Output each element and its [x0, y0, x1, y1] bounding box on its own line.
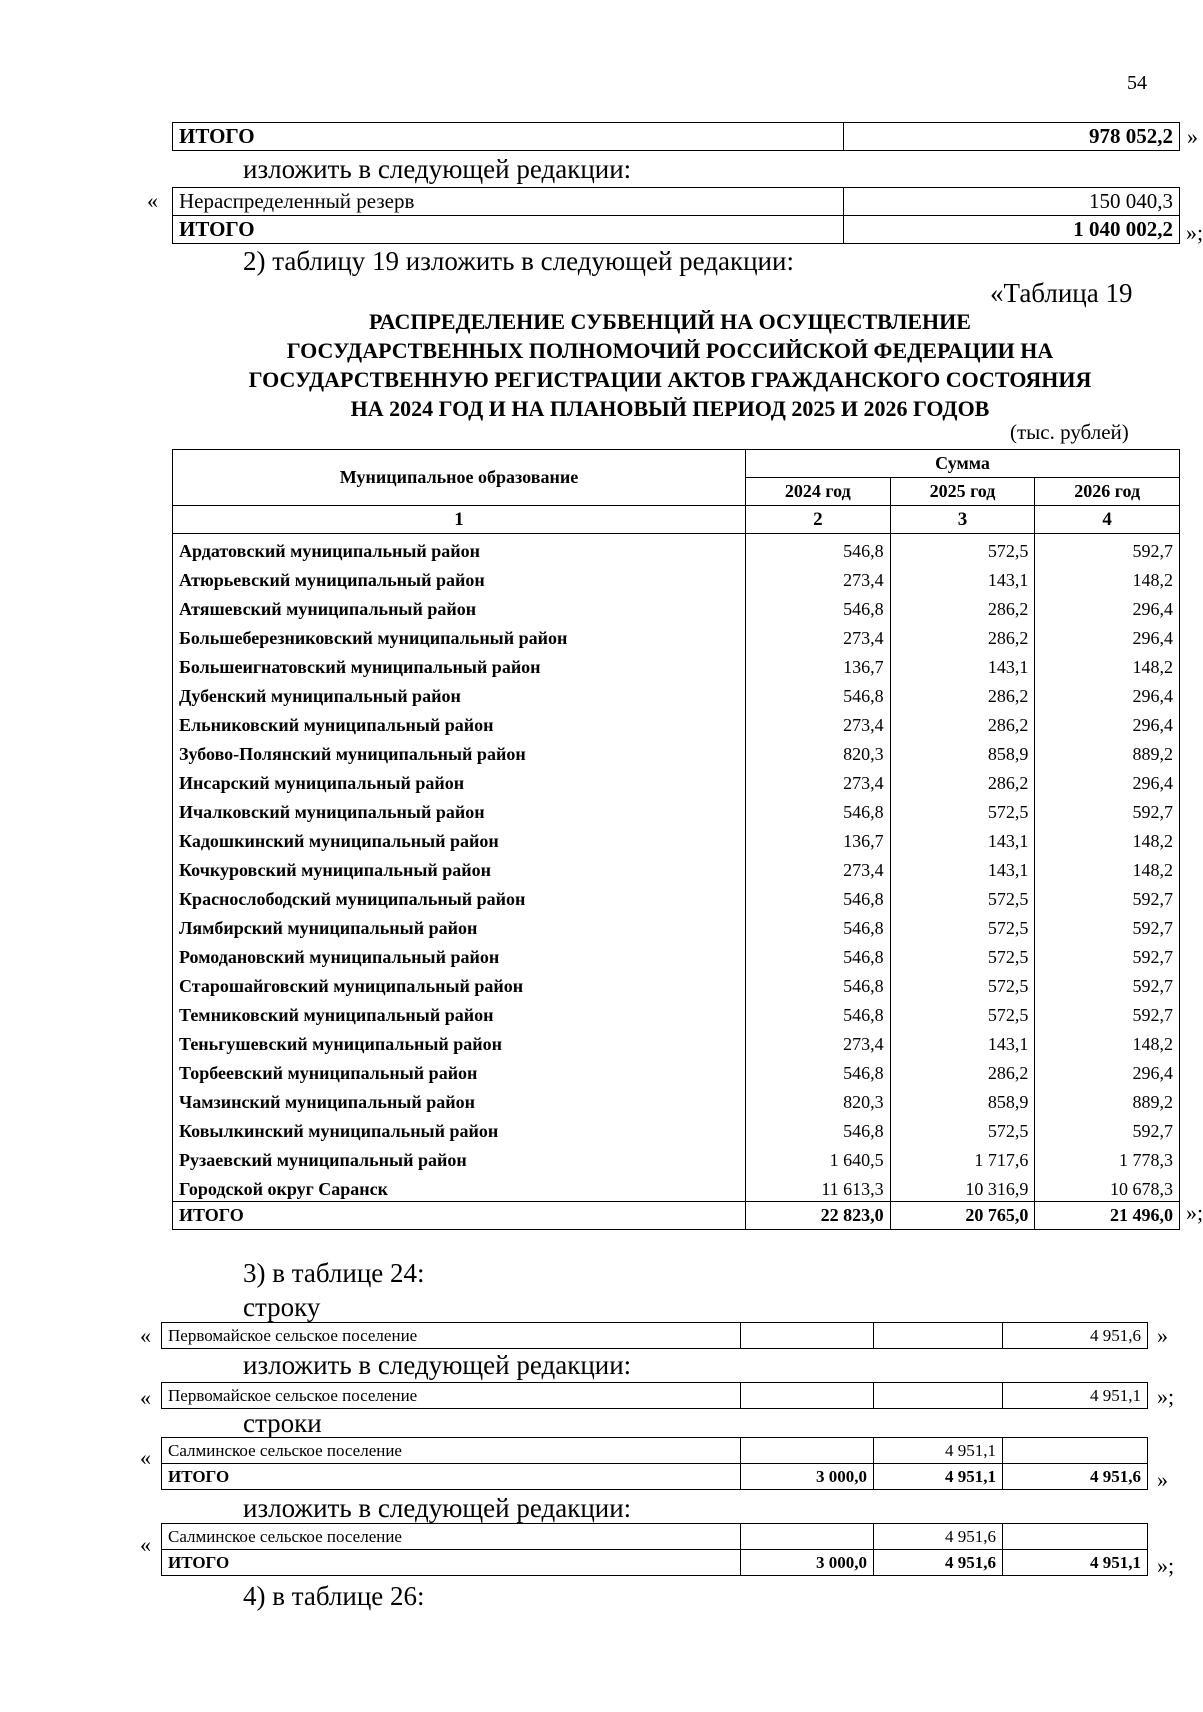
table-row	[173, 679, 1180, 708]
quote-close-3: »;	[1186, 1200, 1203, 1225]
row-2025: 143,1	[890, 650, 1035, 679]
row-2026: 148,2	[1035, 853, 1180, 882]
pervomayskoe-old-c3	[874, 1323, 1003, 1349]
row-2024: 546,8	[746, 998, 891, 1027]
row-2025: 286,2	[890, 766, 1035, 795]
col-number-1: 1	[173, 506, 746, 534]
row-2026: 296,4	[1035, 621, 1180, 650]
table-row	[173, 998, 1180, 1027]
salminskoe-new-c3: 4 951,6	[874, 1524, 1003, 1550]
row-2024: 11 613,3	[746, 1172, 891, 1202]
row-2024: 546,8	[746, 969, 891, 998]
table-row	[173, 563, 1180, 592]
quote-open-4: «	[140, 1445, 151, 1470]
total-2025: 20 765,0	[890, 1202, 1035, 1230]
row-2025: 572,5	[890, 998, 1035, 1027]
row-2024: 546,8	[746, 911, 891, 940]
itogo-new-label: ИТОГО	[173, 216, 844, 244]
col-number-3: 3	[890, 506, 1035, 534]
quote-close-5: »;	[1157, 1384, 1175, 1409]
quote-close-1: »	[1187, 124, 1198, 149]
table-row	[173, 1172, 1180, 1202]
instruction-2: изложить в следующей редакции:	[243, 1350, 632, 1380]
row-name: Ельниковский муниципальный район	[173, 708, 746, 737]
header-year-2026: 2026 год	[1035, 478, 1180, 506]
row-2026: 592,7	[1035, 1114, 1180, 1143]
table-19-label: «Таблица 19	[990, 278, 1133, 308]
itogo-new-row-c2: 3 000,0	[741, 1550, 874, 1576]
salminskoe-new-name: Салминское сельское поселение	[162, 1524, 741, 1550]
pervomayskoe-old-name: Первомайское сельское поселение	[162, 1323, 741, 1349]
instruction-3: изложить в следующей редакции:	[243, 1493, 632, 1523]
quote-open-5: «	[140, 1532, 151, 1557]
row-2026: 148,2	[1035, 650, 1180, 679]
row-name: Теньгушевский муниципальный район	[173, 1027, 746, 1056]
table-row	[173, 1114, 1180, 1143]
table-19-title	[160, 307, 1180, 423]
row-2026: 296,4	[1035, 766, 1180, 795]
row-2026: 296,4	[1035, 1056, 1180, 1085]
col-number-2: 2	[746, 506, 891, 534]
row-2026: 148,2	[1035, 824, 1180, 853]
row-2024: 136,7	[746, 650, 891, 679]
table-row	[173, 650, 1180, 679]
quote-close-7: »;	[1157, 1553, 1175, 1578]
row-name: Ромодановский муниципальный район	[173, 940, 746, 969]
row-2025: 286,2	[890, 592, 1035, 621]
row-name: Атюрьевский муниципальный район	[173, 563, 746, 592]
header-municipality: Муниципальное образование	[173, 450, 746, 506]
instruction-1: изложить в следующей редакции:	[243, 154, 632, 184]
row-name: Городской округ Саранск	[173, 1172, 746, 1202]
page-number: 54	[1127, 72, 1147, 94]
row-2024: 136,7	[746, 824, 891, 853]
row-2026: 296,4	[1035, 679, 1180, 708]
row-2025: 572,5	[890, 795, 1035, 824]
pervomayskoe-new-table	[161, 1382, 1148, 1409]
total-2024: 22 823,0	[746, 1202, 891, 1230]
title-line-2: ГОСУДАРСТВЕННЫХ ПОЛНОМОЧИЙ РОССИЙСКОЙ ФЕДЕРАЦИИ НА	[286, 338, 1054, 363]
pervomayskoe-new-c3	[874, 1383, 1003, 1409]
quote-close-6: »	[1157, 1467, 1168, 1492]
row-name: Чамзинский муниципальный район	[173, 1085, 746, 1114]
itogo-old-row-c4: 4 951,6	[1003, 1464, 1148, 1490]
quote-close-2: »;	[1186, 220, 1203, 245]
total-label: ИТОГО	[173, 1202, 746, 1230]
row-2025: 143,1	[890, 563, 1035, 592]
row-2024: 546,8	[746, 1114, 891, 1143]
row-2025: 286,2	[890, 679, 1035, 708]
header-year-2025: 2025 год	[890, 478, 1035, 506]
row-2026: 592,7	[1035, 882, 1180, 911]
row-name: Ковылкинский муниципальный район	[173, 1114, 746, 1143]
row-2025: 143,1	[890, 824, 1035, 853]
salminskoe-old-name: Салминское сельское поселение	[162, 1438, 741, 1464]
row-2024: 546,8	[746, 679, 891, 708]
salminskoe-old-c4	[1003, 1438, 1148, 1464]
row-2025: 1 717,6	[890, 1143, 1035, 1172]
pervomayskoe-new-c4: 4 951,1	[1003, 1383, 1148, 1409]
itogo-new-row-label: ИТОГО	[162, 1550, 741, 1576]
row-2024: 546,8	[746, 534, 891, 564]
row-2025: 858,9	[890, 737, 1035, 766]
title-line-4: НА 2024 ГОД И НА ПЛАНОВЫЙ ПЕРИОД 2025 И 2026 ГОДОВ	[350, 396, 990, 421]
row-name: Большеберезниковский муниципальный район	[173, 621, 746, 650]
row-2024: 273,4	[746, 563, 891, 592]
pervomayskoe-new-name: Первомайское сельское поселение	[162, 1383, 741, 1409]
reserve-new-table	[172, 187, 1180, 244]
row-2025: 572,5	[890, 1114, 1035, 1143]
table-row	[173, 1027, 1180, 1056]
itogo-old-row-c2: 3 000,0	[741, 1464, 874, 1490]
itogo-old-table	[172, 122, 1180, 151]
quote-close-4: »	[1157, 1323, 1168, 1348]
row-2024: 273,4	[746, 1027, 891, 1056]
row-2024: 273,4	[746, 621, 891, 650]
table-row	[173, 911, 1180, 940]
row-name: Рузаевский муниципальный район	[173, 1143, 746, 1172]
row-name: Большеигнатовский муниципальный район	[173, 650, 746, 679]
table-row	[173, 621, 1180, 650]
row-name: Инсарский муниципальный район	[173, 766, 746, 795]
row-2026: 592,7	[1035, 940, 1180, 969]
row-2024: 820,3	[746, 1085, 891, 1114]
row-2025: 572,5	[890, 969, 1035, 998]
item-2-text: 2) таблицу 19 изложить в следующей редакции:	[243, 246, 794, 276]
row-word: строку	[243, 1292, 321, 1322]
salminskoe-old-table	[161, 1437, 1148, 1490]
row-name: Ардатовский муниципальный район	[173, 534, 746, 564]
row-name: Краснослободский муниципальный район	[173, 882, 746, 911]
title-line-3: ГОСУДАРСТВЕННУЮ РЕГИСТРАЦИИ АКТОВ ГРАЖДАНСКОГО СОСТОЯНИЯ	[248, 367, 1092, 392]
reserve-value: 150 040,3	[844, 188, 1180, 216]
row-2025: 572,5	[890, 882, 1035, 911]
table-row	[173, 969, 1180, 998]
salminskoe-new-c2	[741, 1524, 874, 1550]
itogo-old-value: 978 052,2	[844, 123, 1180, 151]
row-name: Старошайговский муниципальный район	[173, 969, 746, 998]
row-name: Зубово-Полянский муниципальный район	[173, 737, 746, 766]
pervomayskoe-old-table	[161, 1322, 1148, 1349]
row-2026: 592,7	[1035, 911, 1180, 940]
row-2025: 572,5	[890, 911, 1035, 940]
table-row	[173, 882, 1180, 911]
pervomayskoe-old-c4: 4 951,6	[1003, 1323, 1148, 1349]
row-2026: 1 778,3	[1035, 1143, 1180, 1172]
row-2024: 273,4	[746, 853, 891, 882]
col-number-4: 4	[1035, 506, 1180, 534]
row-2025: 572,5	[890, 940, 1035, 969]
header-sum: Сумма	[746, 450, 1180, 478]
table-19	[172, 449, 1180, 1230]
row-2026: 592,7	[1035, 998, 1180, 1027]
row-2026: 592,7	[1035, 795, 1180, 824]
table-row	[173, 1143, 1180, 1172]
row-2026: 296,4	[1035, 708, 1180, 737]
row-2024: 546,8	[746, 795, 891, 824]
table-row	[173, 853, 1180, 882]
row-2026: 592,7	[1035, 534, 1180, 564]
table-row	[173, 1085, 1180, 1114]
table-row	[173, 534, 1180, 564]
row-name: Ичалковский муниципальный район	[173, 795, 746, 824]
row-name: Кочкуровский муниципальный район	[173, 853, 746, 882]
header-year-2024: 2024 год	[746, 478, 891, 506]
row-2024: 546,8	[746, 592, 891, 621]
salminskoe-new-c4	[1003, 1524, 1148, 1550]
row-name: Кадошкинский муниципальный район	[173, 824, 746, 853]
itogo-old-label: ИТОГО	[173, 123, 844, 151]
title-line-1: РАСПРЕДЕЛЕНИЕ СУБВЕНЦИЙ НА ОСУЩЕСТВЛЕНИЕ	[369, 309, 971, 334]
row-2024: 1 640,5	[746, 1143, 891, 1172]
row-2026: 889,2	[1035, 737, 1180, 766]
row-2026: 592,7	[1035, 969, 1180, 998]
reserve-label: Нераспределенный резерв	[173, 188, 844, 216]
table-row	[173, 737, 1180, 766]
itogo-old-row-c3: 4 951,1	[874, 1464, 1003, 1490]
quote-open-1: «	[147, 188, 158, 213]
salminskoe-new-table	[161, 1523, 1148, 1576]
row-2025: 143,1	[890, 1027, 1035, 1056]
table-row	[173, 766, 1180, 795]
row-2026: 889,2	[1035, 1085, 1180, 1114]
table-row	[173, 795, 1180, 824]
row-2025: 10 316,9	[890, 1172, 1035, 1202]
row-2025: 286,2	[890, 621, 1035, 650]
salminskoe-old-c3: 4 951,1	[874, 1438, 1003, 1464]
itogo-old-row-label: ИТОГО	[162, 1464, 741, 1490]
units-label: (тыс. рублей)	[1010, 420, 1129, 444]
row-2025: 572,5	[890, 534, 1035, 564]
row-name: Лямбирский муниципальный район	[173, 911, 746, 940]
row-2026: 296,4	[1035, 592, 1180, 621]
row-name: Торбеевский муниципальный район	[173, 1056, 746, 1085]
total-2026: 21 496,0	[1035, 1202, 1180, 1230]
itogo-new-value: 1 040 002,2	[844, 216, 1180, 244]
row-2024: 546,8	[746, 1056, 891, 1085]
item-3-heading: 3) в таблице 24:	[243, 1258, 425, 1288]
quote-open-2: «	[140, 1323, 151, 1348]
table-row	[173, 940, 1180, 969]
rows-word: строки	[243, 1408, 322, 1438]
table-row	[173, 592, 1180, 621]
table-row	[173, 1056, 1180, 1085]
row-name: Дубенский муниципальный район	[173, 679, 746, 708]
item-4-text: 4) в таблице 26:	[243, 1581, 425, 1611]
row-2025: 286,2	[890, 708, 1035, 737]
itogo-new-row-c3: 4 951,6	[874, 1550, 1003, 1576]
row-2025: 858,9	[890, 1085, 1035, 1114]
row-2026: 10 678,3	[1035, 1172, 1180, 1202]
row-2024: 273,4	[746, 766, 891, 795]
row-2024: 820,3	[746, 737, 891, 766]
row-2025: 286,2	[890, 1056, 1035, 1085]
table-19-body	[173, 534, 1180, 1202]
table-row	[173, 708, 1180, 737]
pervomayskoe-old-c2	[741, 1323, 874, 1349]
row-2026: 148,2	[1035, 563, 1180, 592]
table-row	[173, 824, 1180, 853]
row-2024: 546,8	[746, 940, 891, 969]
row-name: Атяшевский муниципальный район	[173, 592, 746, 621]
row-name: Темниковский муниципальный район	[173, 998, 746, 1027]
itogo-new-row-c4: 4 951,1	[1003, 1550, 1148, 1576]
pervomayskoe-new-c2	[741, 1383, 874, 1409]
row-2026: 148,2	[1035, 1027, 1180, 1056]
row-2024: 546,8	[746, 882, 891, 911]
row-2025: 143,1	[890, 853, 1035, 882]
row-2024: 273,4	[746, 708, 891, 737]
quote-open-3: «	[140, 1385, 151, 1410]
salminskoe-old-c2	[741, 1438, 874, 1464]
